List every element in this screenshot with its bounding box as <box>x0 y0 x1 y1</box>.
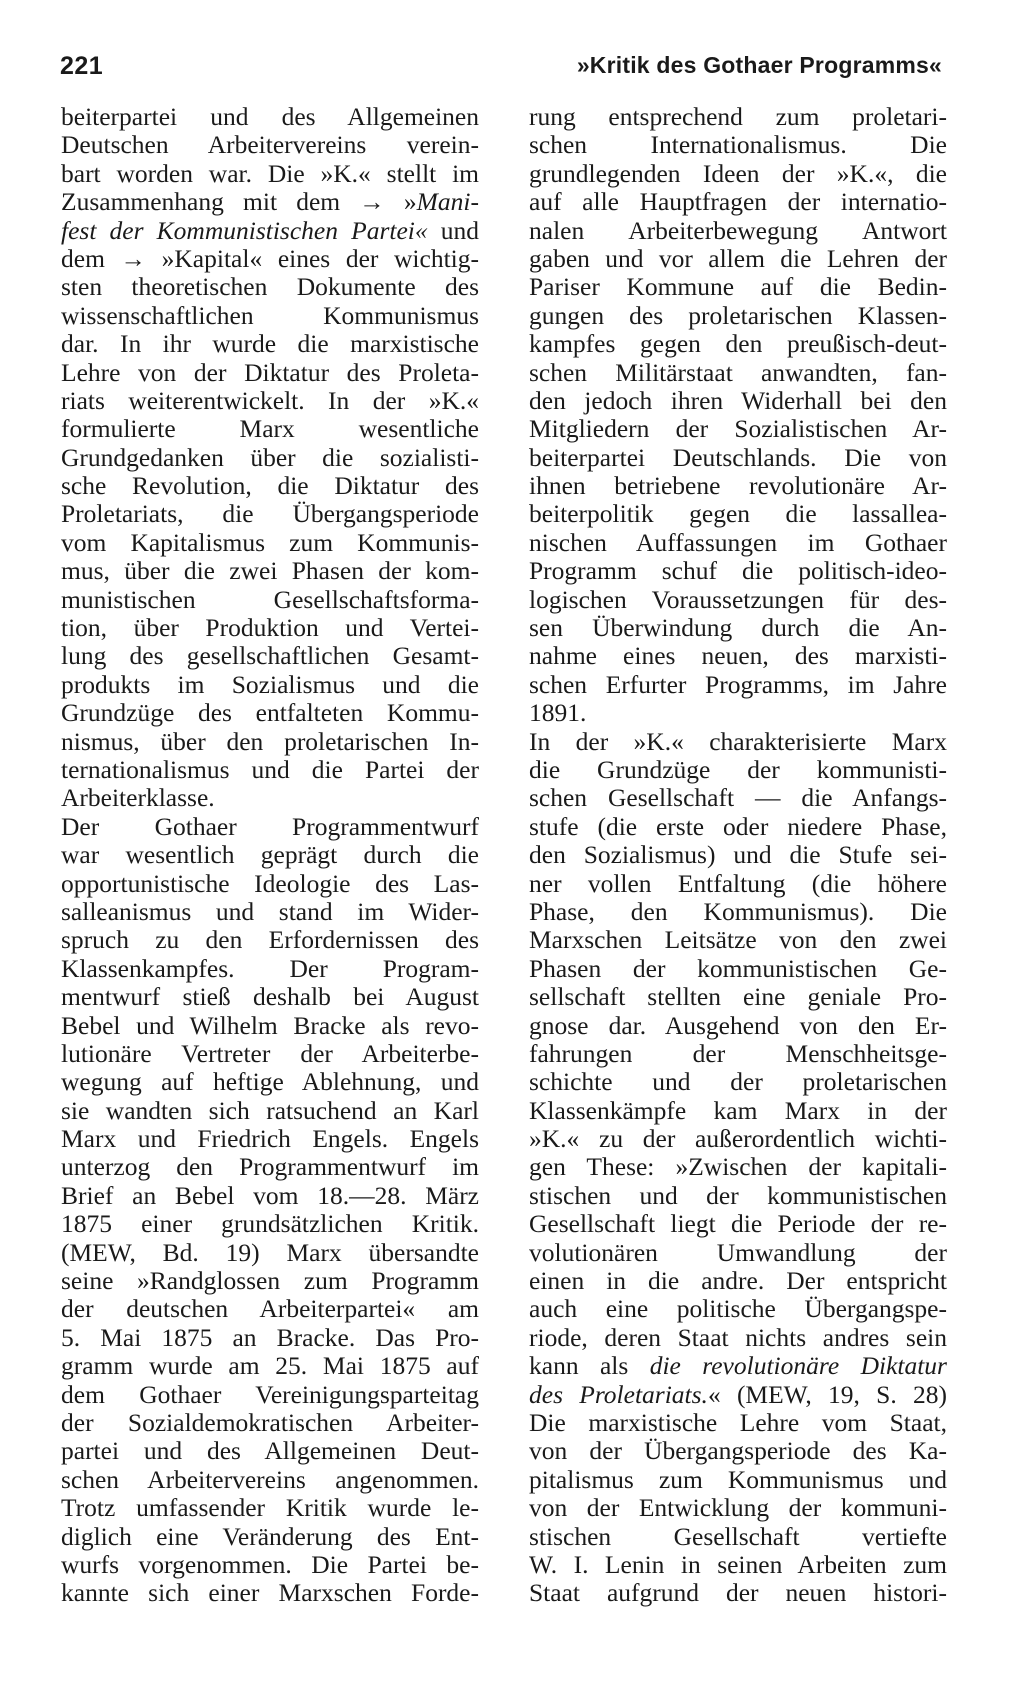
text-line: auch eine politische Übergangspe- <box>529 1294 947 1324</box>
text-line: Klassenkämpfe kam Marx in der <box>529 1095 947 1125</box>
text-line: (MEW, Bd. 19) Marx übersandte <box>61 1237 479 1267</box>
text-line: vom Kapitalismus zum Kommunis- <box>61 527 479 557</box>
text-line: fest der Kommunistischen Partei« und <box>61 215 480 245</box>
text-line: schen Militärstaat anwandten, fan- <box>529 357 947 387</box>
text-line: volutionären Umwandlung der <box>529 1237 947 1267</box>
text-line: Proletariats, die Übergangsperiode <box>61 499 479 529</box>
text-line: ternationalismus und die Partei der <box>61 754 479 784</box>
text-line: W. I. Lenin in seinen Arbeiten zum <box>529 1549 947 1579</box>
text-line: kann als die revolutionäre Diktatur <box>529 1351 947 1381</box>
text-line: dar. In ihr wurde die marxistische <box>61 329 479 359</box>
text-line: Marx und Friedrich Engels. Engels <box>61 1124 479 1154</box>
text-line: opportunistische Ideologie des Las- <box>61 868 479 898</box>
text-line: mentwurf stieß deshalb bei August <box>61 982 479 1012</box>
text-line: schen Internationalismus. Die <box>529 130 947 160</box>
text-line: spruch zu den Erfordernissen des <box>61 925 479 955</box>
left-text-column <box>61 103 479 1608</box>
text-line: ner vollen Entfaltung (die höhere <box>529 868 947 898</box>
text-line: Lehre von der Diktatur des Proleta- <box>61 357 479 387</box>
right-text-column <box>529 103 947 1608</box>
text-line: »K.« zu der außerordentlich wichti- <box>529 1124 947 1154</box>
text-line: nalen Arbeiterbewegung Antwort <box>529 215 947 245</box>
text-line: die Grundzüge der kommunisti- <box>529 754 947 784</box>
text-line: Programm schuf die politisch-ideo- <box>529 556 947 586</box>
text-line: rung entsprechend zum proletari- <box>529 102 947 131</box>
text-line: schen Gesellschaft — die Anfangs- <box>529 783 947 813</box>
running-head: »Kritik des Gothaer Programms« <box>576 52 942 78</box>
text-line: dem Gothaer Vereinigungsparteitag <box>61 1379 479 1409</box>
text-line: nahme eines neuen, des marxisti- <box>529 641 947 671</box>
text-line: Arbeiterklasse. <box>61 783 215 813</box>
text-line: unterzog den Programmentwurf im <box>61 1152 479 1182</box>
text-line: schen Arbeitervereins angenommen. <box>61 1464 479 1494</box>
text-line: riats weiterentwickelt. In der »K.« <box>61 385 479 415</box>
text-line: wegung auf heftige Ablehnung, und <box>61 1067 479 1097</box>
text-line: einen in die andre. Der entspricht <box>529 1266 947 1296</box>
text-line: Marxschen Leitsätze von den zwei <box>529 925 947 955</box>
text-line: stufe (die erste oder niedere Phase, <box>529 811 947 841</box>
text-line: war wesentlich geprägt durch die <box>61 840 479 870</box>
text-line: sten theoretischen Dokumente des <box>61 272 479 302</box>
text-line: kampfes gegen den preußisch-deut- <box>529 329 947 359</box>
text-line: In der »K.« charakterisierte Marx <box>529 726 947 756</box>
text-line: wurfs vorgenommen. Die Partei be- <box>61 1549 479 1579</box>
text-line: beiterpolitik gegen die lassallea- <box>529 499 947 529</box>
text-line: Brief an Bebel vom 18.—28. März <box>61 1180 479 1210</box>
text-line: schichte und der proletarischen <box>529 1067 947 1097</box>
text-line: Der Gothaer Programmentwurf <box>61 811 479 841</box>
text-line: des Proletariats.« (MEW, 19, S. 28) <box>529 1379 947 1409</box>
text-line: Trotz umfassender Kritik wurde le- <box>61 1493 479 1523</box>
text-line: 1875 einer grundsätzlichen Kritik. <box>61 1209 479 1239</box>
text-line: gramm wurde am 25. Mai 1875 auf <box>61 1351 479 1381</box>
text-line: produkts im Sozialismus und die <box>61 669 479 699</box>
text-line: Grundgedanken über die sozialisti- <box>61 442 479 472</box>
text-line: ihnen betriebene revolutionäre Ar- <box>529 471 947 501</box>
text-line: Grundzüge des entfalteten Kommu- <box>61 698 479 728</box>
text-line: der deutschen Arbeiterpartei« am <box>61 1294 479 1324</box>
text-line: 1891. <box>529 698 587 728</box>
text-line: sche Revolution, die Diktatur des <box>61 471 479 501</box>
text-line: dem → »Kapital« eines der wichtig- <box>61 243 479 273</box>
text-line: stischen Gesellschaft vertiefte <box>529 1521 947 1551</box>
text-line: von der Entwicklung der kommuni- <box>529 1493 947 1523</box>
text-line: partei und des Allgemeinen Deut- <box>61 1436 479 1466</box>
text-line: seine »Randglossen zum Programm <box>61 1266 479 1296</box>
text-line: nismus, über den proletarischen In- <box>61 726 479 756</box>
text-line: den jedoch ihren Widerhall bei den <box>529 385 947 415</box>
text-line: munistischen Gesellschaftsforma- <box>61 584 479 614</box>
text-line: Phasen der kommunistischen Ge- <box>529 953 947 983</box>
text-line: sellschaft stellten eine geniale Pro- <box>529 982 947 1012</box>
text-line: nischen Auffassungen im Gothaer <box>529 527 947 557</box>
text-line: Bebel und Wilhelm Bracke als revo- <box>61 1010 479 1040</box>
text-line: bart worden war. Die »K.« stellt im <box>61 158 479 188</box>
text-line: riode, deren Staat nichts andres sein <box>529 1322 947 1352</box>
text-line: beiterpartei Deutschlands. Die von <box>529 442 947 472</box>
text-line: gaben und vor allem die Lehren der <box>529 243 947 273</box>
text-line: wissenschaftlichen Kommunismus <box>61 300 479 330</box>
text-line: 5. Mai 1875 an Bracke. Das Pro- <box>61 1322 479 1352</box>
text-line: von der Übergangsperiode des Ka- <box>529 1436 947 1466</box>
text-line: salleanismus und stand im Wider- <box>61 896 479 926</box>
text-line: schen Erfurter Programms, im Jahre <box>529 669 947 699</box>
text-line: Mitgliedern der Sozialistischen Ar- <box>529 414 947 444</box>
text-line: Die marxistische Lehre vom Staat, <box>529 1407 947 1437</box>
text-line: formulierte Marx wesentliche <box>61 414 479 444</box>
text-line: kannte sich einer Marxschen Forde- <box>61 1578 479 1608</box>
text-line: lutionäre Vertreter der Arbeiterbe- <box>61 1038 479 1068</box>
text-line: Staat aufgrund der neuen histori- <box>529 1578 947 1608</box>
text-line: lung des gesellschaftlichen Gesamt- <box>61 641 479 671</box>
text-line: stischen und der kommunistischen <box>529 1180 947 1210</box>
text-line: auf alle Hauptfragen der internatio- <box>529 187 947 217</box>
text-line: diglich eine Veränderung des Ent- <box>61 1521 479 1551</box>
text-line: mus, über die zwei Phasen der kom- <box>61 556 479 586</box>
text-line: tion, über Produktion und Vertei- <box>61 613 479 643</box>
text-line: pitalismus zum Kommunismus und <box>529 1464 947 1494</box>
text-line: Deutschen Arbeitervereins verein- <box>61 130 479 160</box>
text-line: sie wandten sich ratsuchend an Karl <box>61 1095 479 1125</box>
text-line: Gesellschaft liegt die Periode der re- <box>529 1209 947 1239</box>
text-line: gnose dar. Ausgehend von den Er- <box>529 1010 947 1040</box>
text-line: fahrungen der Menschheitsge- <box>529 1038 947 1068</box>
page-number: 221 <box>60 52 104 80</box>
text-line: gungen des proletarischen Klassen- <box>529 300 947 330</box>
text-line: grundlegenden Ideen der »K.«, die <box>529 158 947 188</box>
text-line: Zusammenhang mit dem → »Mani- <box>61 187 479 217</box>
text-line: beiterpartei und des Allgemeinen <box>61 102 479 131</box>
text-line: logischen Voraussetzungen für des- <box>529 584 947 614</box>
text-line: den Sozialismus) und die Stufe sei- <box>529 840 947 870</box>
text-line: Phase, den Kommunismus). Die <box>529 896 947 926</box>
text-line: Klassenkampfes. Der Program- <box>61 953 479 983</box>
text-line: der Sozialdemokratischen Arbeiter- <box>61 1407 479 1437</box>
text-line: gen These: »Zwischen der kapitali- <box>529 1152 947 1182</box>
text-line: Pariser Kommune auf die Bedin- <box>529 272 947 302</box>
text-line: sen Überwindung durch die An- <box>529 613 947 643</box>
